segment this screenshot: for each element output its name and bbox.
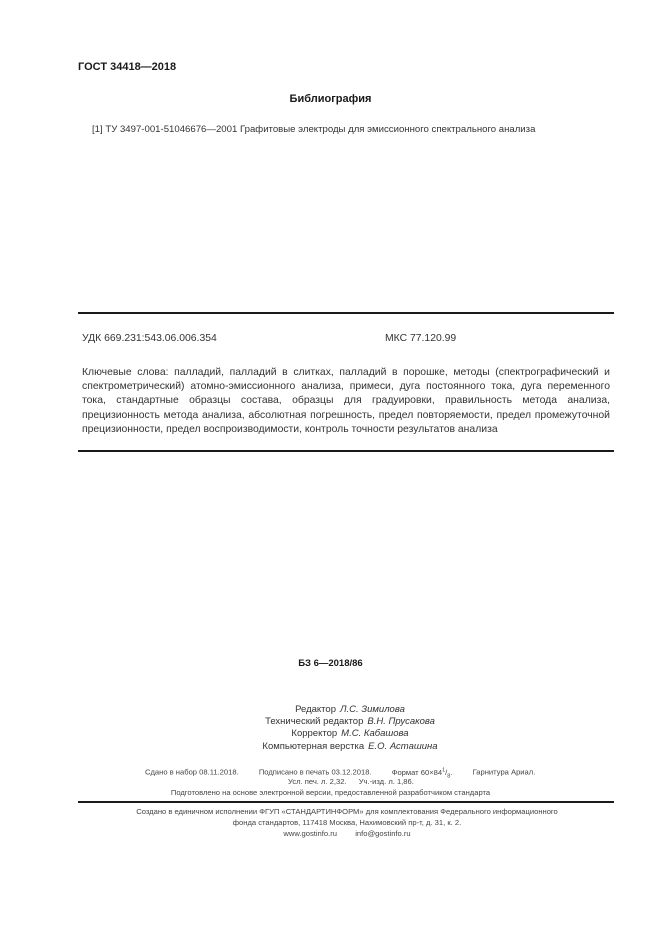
divider-bottom — [78, 801, 614, 803]
credit-name: В.Н. Прусакова — [367, 716, 435, 728]
credits-block — [230, 704, 470, 753]
credit-layout — [230, 741, 470, 753]
print-info-row-2 — [288, 776, 414, 787]
print-sheets: Усл. печ. л. 2,32. — [288, 777, 347, 786]
submitted-date: Сдано в набор 08.11.2018. — [145, 767, 239, 777]
divider-middle — [78, 450, 614, 452]
bibliography-item: [1] ТУ 3497-001-51046676—2001 Графитовые электроды для эмиссионного спектрального анализа — [92, 124, 536, 135]
prepared-note: Подготовлено на основе электронной версии, предоставленной разработчиком стандарта — [170, 788, 491, 797]
udk-code: УДК 669.231:543.06.006.354 — [82, 333, 217, 344]
bz-number: БЗ 6—2018/86 — [298, 658, 363, 669]
format: Формат $60\times 84^1/_8$. — [391, 767, 453, 780]
credit-tech-editor — [230, 716, 470, 728]
credit-role: Редактор — [295, 704, 336, 715]
typeface: Гарнитура Ариал. — [472, 767, 536, 777]
bibliography-title: Библиография — [289, 93, 372, 105]
credit-name: М.С. Кабашова — [341, 728, 409, 740]
credit-editor — [230, 704, 470, 716]
credit-name: Е.О. Асташина — [368, 740, 438, 752]
document-code: ГОСТ 34418—2018 — [78, 61, 177, 73]
divider-top — [78, 312, 614, 314]
keywords-paragraph: Ключевые слова: палладий, палладий в слитках, палладий в порошке, методы (спектрографический и спектрометрический) атомно-эмиссионного анализа, примеси, дуга постоянного тока, дуга переменного тока, стандартные образцы состава, образцы для градуировки, правильность метода анализа, прецизионность метода анализа, абсолютная погрешность, предел повторяемости, предел промежуточной прецизионности, предел воспроизводимости, контроль точности результатов анализа — [82, 367, 610, 435]
credit-role: Компьютерная верстка — [262, 740, 365, 752]
mks-code: МКС 77.120.99 — [385, 333, 457, 344]
signed-date: Подписано в печать 03.12.2018. — [258, 767, 372, 777]
credit-role: Технический редактор — [265, 716, 364, 728]
footer-line-1: Создано в единичном исполнении ФГУП «СТАНДАРТИНФОРМ» для комплектования Федерального информационного — [136, 807, 558, 816]
credit-role: Корректор — [291, 728, 338, 740]
email-link[interactable]: info@gostinfo.ru — [355, 829, 411, 838]
publisher-footer — [80, 806, 614, 839]
credit-corrector — [230, 728, 470, 740]
footer-line-2: фонда стандартов, 117418 Москва, Нахимовский пр-т, д. 31, к. 2. — [232, 818, 462, 827]
credit-name: Л.С. Зимилова — [340, 704, 405, 715]
publisher-sheets: Уч.-изд. л. 1,86. — [358, 777, 414, 786]
website-link[interactable]: www.gostinfo.ru — [283, 829, 337, 838]
footer-contacts — [80, 828, 614, 839]
